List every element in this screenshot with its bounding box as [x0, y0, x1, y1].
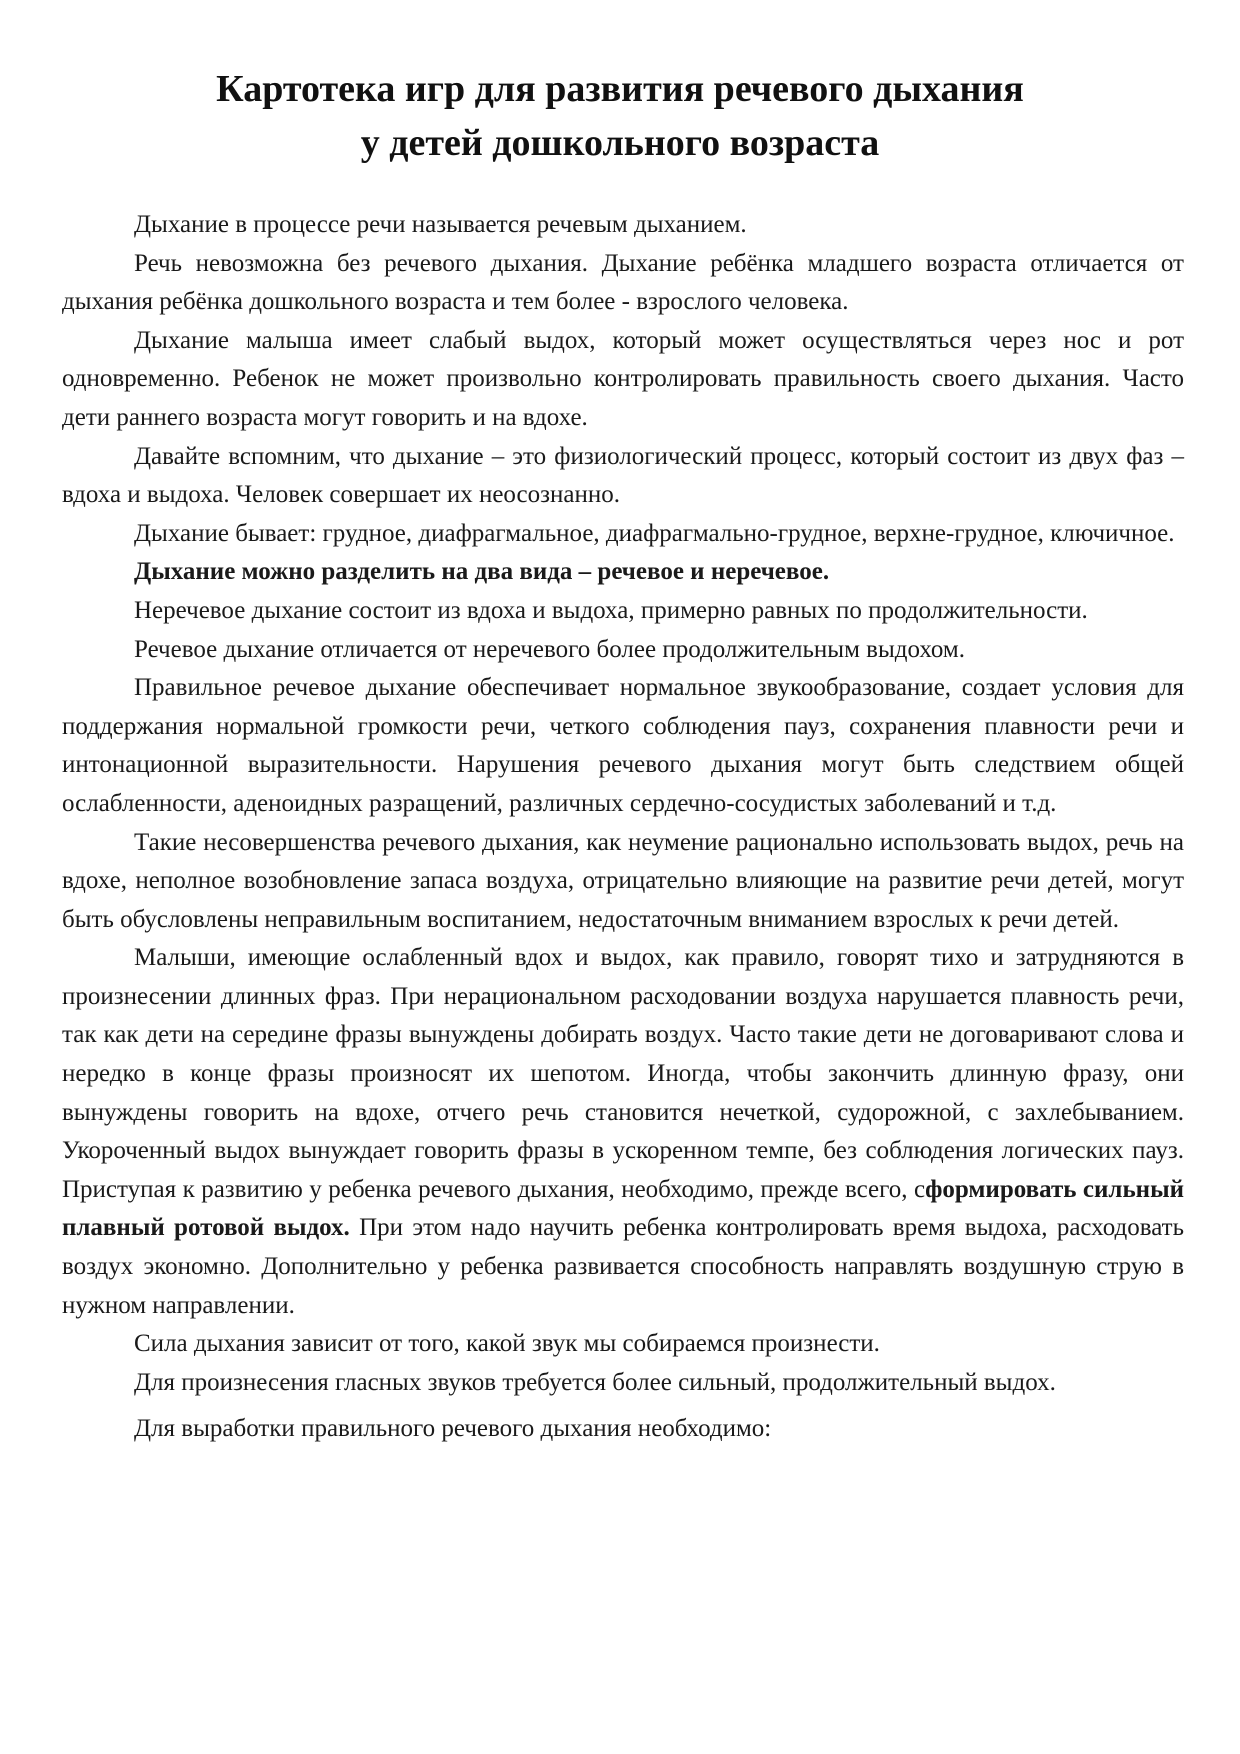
- paragraph: Такие несовершенства речевого дыхания, как неумение рационально использовать выдох, речь на вдохе, неполное возобновление запаса воздуха, отрицательно влияющие на развитие речи детей, могут быть обусловлены неправильным воспитанием, недостаточным вниманием взрослых к речи детей.: [62, 828, 1184, 933]
- paragraph-bold-heading: [62, 553, 1184, 592]
- document-body: [62, 206, 1184, 1449]
- paragraph: [62, 939, 1184, 1325]
- paragraph: Дыхание бывает: грудное, диафрагмальное, диафрагмально-грудное, верхне-грудное, ключичное.: [134, 519, 1175, 547]
- paragraph: Для выработки правильного речевого дыхания необходимо:: [134, 1415, 772, 1443]
- bold-statement: Дыхание можно разделить на два вида – речевое и неречевое.: [134, 558, 830, 586]
- title-line-1: Картотека игр для развития речевого дыхания: [216, 68, 1024, 110]
- paragraph: Речевое дыхание отличается от неречевого более продолжительным выдохом.: [134, 635, 966, 663]
- paragraph-text: Малыши, имеющие ослабленный вдох и выдох, как правило, говорят тихо и затрудняются в произнесении длинных фраз. При нерациональном расходовании воздуха нарушается плавность речи, так как дети на середине фразы вынуждены добирать воздух. Часто такие дети не договаривают слова и нередко в конце фразы произносят их шепотом. Иногда, чтобы закончить длинную фразу, они вынуждены говорить на вдохе, отчего речь становится нечеткой, судорожной, с захлебыванием. Укороченный выдох вынуждает говорить фразы в ускоренном темпе, без соблюдения логических пауз. Приступая к развитию у ребенка речевого дыхания, необходимо, прежде всего, с: [62, 944, 1184, 1203]
- bold-phrase: формировать сильный плавный ротовой выдох.: [62, 1175, 1184, 1242]
- paragraph: Правильное речевое дыхание обеспечивает нормальное звукообразование, создает условия для поддержания нормальной громкости речи, четкого соблюдения пауз, сохранения плавности речи и интонационной выразительности. Нарушения речевого дыхания могут быть следствием общей ослабленности, аденоидных разращений, различных сердечно-сосудистых заболеваний и т.д.: [62, 674, 1184, 817]
- paragraph-text: При этом надо научить ребенка контролировать время выдоха, расходовать воздух экономно. Дополнительно у ребенка развивается способность направлять воздушную струю в нужном направлении.: [62, 1214, 1184, 1319]
- title-line-2: у детей дошкольного возраста: [360, 122, 880, 164]
- paragraph: Сила дыхания зависит от того, какой звук мы собираемся произнести.: [134, 1330, 880, 1358]
- page-title: [60, 62, 1180, 170]
- paragraph: Давайте вспомним, что дыхание – это физиологический процесс, который состоит из двух фаз – вдоха и выдоха. Человек совершает их неосознанно.: [62, 442, 1184, 509]
- paragraph: Неречевое дыхание состоит из вдоха и выдоха, примерно равных по продолжительности.: [134, 596, 1088, 624]
- paragraph: Речь невозможна без речевого дыхания. Дыхание ребёнка младшего возраста отличается от дыхания ребёнка дошкольного возраста и тем более - взрослого человека.: [62, 249, 1184, 316]
- paragraph: Для произнесения гласных звуков требуется более сильный, продолжительный выдох.: [134, 1368, 1056, 1396]
- paragraph: Дыхание малыша имеет слабый выдох, который может осуществляться через нос и рот одновременно. Ребенок не может произвольно контролировать правильность своего дыхания. Часто дети раннего возраста могут говорить и на вдохе.: [62, 326, 1184, 431]
- paragraph: Дыхание в процессе речи называется речевым дыханием.: [134, 211, 747, 238]
